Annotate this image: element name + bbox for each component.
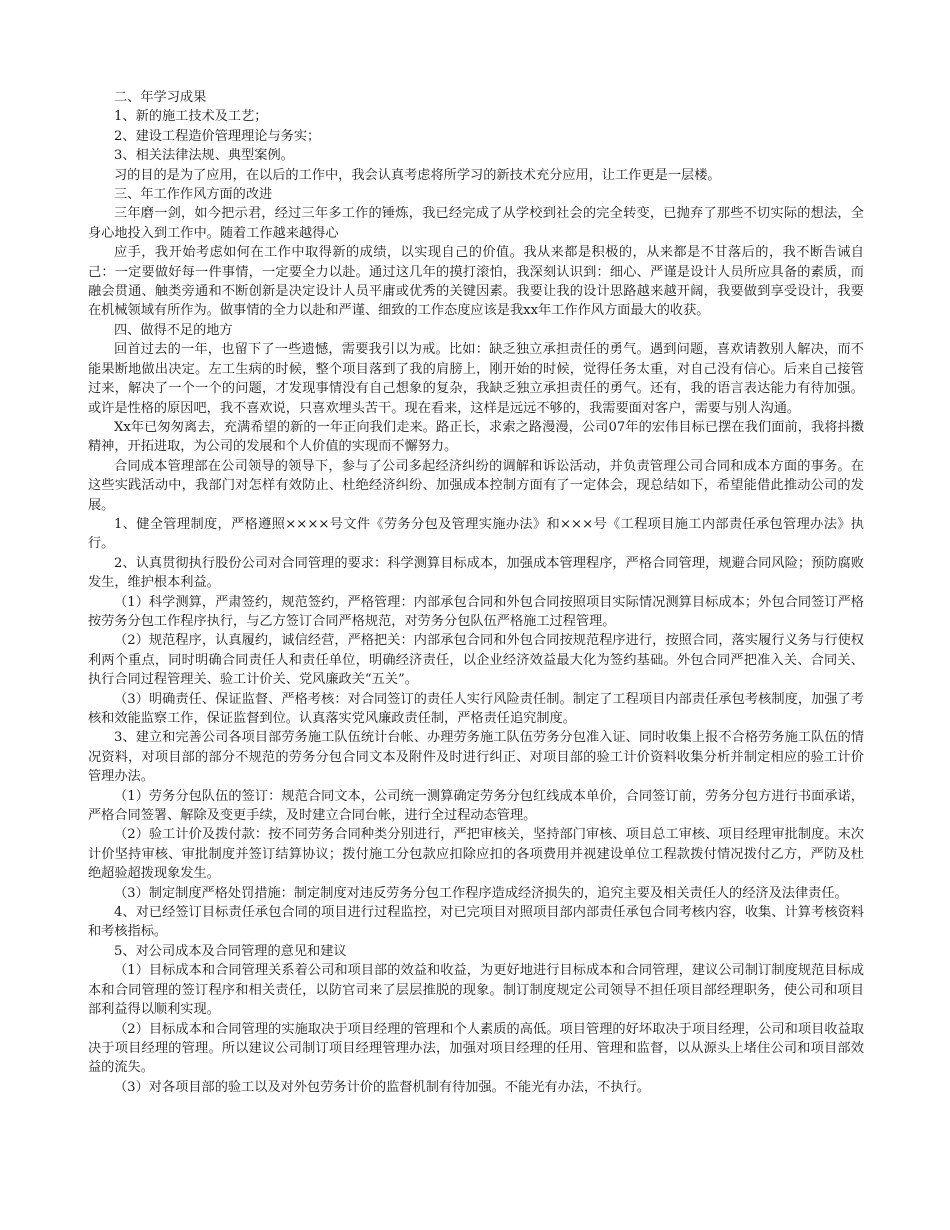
paragraph-point-2-sub-1: （1）科学测算，严肃签约，规范签约，严格管理：内部承包合同和外包合同按照项目实际情况测算目标成本；外包合同签订严格按劳务分包工作程序执行，与乙方签订合同严格规范，对劳务分包队伍严格施工过程管理。 (88, 594, 864, 629)
paragraph-point-2-sub-3: （3）明确责任、保证监督、严格考核：对合同签订的责任人实行风险责任制。制定了工程项目内部责任承包考核制度，加强了考核和效能监察工作，保证监督到位。认真落实党风廉政责任制，严格责任追究制度。 (88, 691, 864, 726)
paragraph-point-3-sub-2: （2）验工计价及拨付款：按不同劳务合同种类分别进行，严把审核关，坚持部门审核、项目总工审核、项目经理审批制度。末次计价坚持审核、审批制度并签订结算协议；拨付施工分包款应扣除应扣的各项费用并视建设单位工程款拨付情况拨付乙方，严防及杜绝超验超拨现象发生。 (88, 827, 864, 882)
paragraph-contract-dept-intro: 合同成本管理部在公司领导的领导下，参与了公司多起经济纠纷的调解和诉讼活动，并负责管理公司合同和成本方面的事务。在这些实践活动中，我部门对怎样有效防止、杜绝经济纠纷、加强成本控制方面有了一定体会，现总结如下，希望能借此推动公司的发展。 (88, 458, 864, 513)
paragraph-section-heading-2: 二、年学习成果 (114, 90, 207, 105)
paragraph-point-1: 1、健全管理制度，严格遵照××××号文件《劳务分包及管理实施办法》和×××号《工程项目施工内部责任承包管理办法》执行。 (88, 516, 864, 552)
paragraph-point-4: 4、对已经签订目标责任承包合同的项目进行过程监控，对已完项目对照项目部内部责任承包合同考核内容，收集、计算考核资料和考核指标。 (88, 905, 864, 940)
paragraph-point-2-sub-2: （2）规范程序，认真履约，诚信经营，严格把关：内部承包合同和外包合同按规范程序进行，按照合同，落实履行义务与行使权利两个重点，同时明确合同责任人和责任单位，明确经济责任，以企业经济效益最大化为签约基础。外包合同严把准入关、合同关、执行合同过程管理关、验工计价关、党风廉政关“五关”。 (88, 633, 864, 688)
paragraph-list-item-2: 2、建设工程造价管理理论与务实； (114, 128, 321, 144)
paragraph-point-5-sub-2: （2）目标成本和合同管理的实施取决于项目经理的管理和个人素质的高低。项目管理的好坏取决于项目经理，公司和项目收益取决于项目经理的管理。所以建议公司制订项目经理管理办法，加强对项目经理的任用、管理和监督，以从源头上堵住公司和项目部效益的流失。 (88, 1021, 864, 1076)
paragraph-point-3: 3、建立和完善公司各项目部劳务施工队伍统计台帐、办理劳务施工队伍劳务分包准入证、同时收集上报不合格劳务施工队伍的情况资料，对项目部的部分不规范的劳务分包合同文本及附件及时进行纠正、对项目部的验工计价资料收集分析并制定相应的验工计价管理办法。 (88, 730, 864, 785)
paragraph-point-5-sub-1: （1）目标成本和合同管理关系着公司和项目部的效益和收益，为更好地进行目标成本和合同管理，建议公司制订制度规范目标成本和合同管理的签订程序和相关责任，以防官司来了层层推脱的现象。制订制度规定公司领导不担任项目部经理职务，使公司和项目部利益得以顺利实现。 (88, 963, 864, 1018)
document-page (88, 88, 864, 1097)
paragraph-point-5: 5、对公司成本及合同管理的意见和建议 (114, 943, 347, 959)
paragraph-point-3-sub-3: （3）制定制度严格处罚措施：制定制度对违反劳务分包工作程序造成经济损失的，追究主要及相关责任人的经济及法律责任。 (114, 885, 848, 901)
paragraph-section-heading-3: 三、年工作作风方面的改进 (114, 187, 273, 203)
paragraph-three-years: 三年磨一剑，如今把示君，经过三年多工作的锤炼，我已经完成了从学校到社会的完全转变，已抛弃了那些不切实际的想法，全身心地投入到工作中。随着工作越来越得心 (88, 206, 864, 241)
paragraph-point-3-sub-1: （1）劳务分包队伍的签订：规范合同文本，公司统一测算确定劳务分包红线成本单价，合同签订前，劳务分包方进行书面承诺，严格合同签署、解除及变更手续，及时建立合同台帐，进行全过程动态管理。 (88, 788, 864, 824)
paragraph-new-year: Xx年已匆匆离去，充满希望的新的一年正向我们走来。路正长，求索之路漫漫，公司07年的宏伟目标已摆在我们面前，我将抖擞精神，开拓进取，为公司的发展和个人价值的实现而不懈努力。 (88, 419, 864, 455)
paragraph-list-item-1: 1、新的施工技术及工艺； (114, 109, 268, 125)
paragraph-shortcomings: 回首过去的一年，也留下了一些遗憾，需要我引以为戒。比如：缺乏独立承担责任的勇气。遇到问题，喜欢请教别人解决，而不能果断地做出决定。左工生病的时候，整个项目落到了我的肩膀上，刚开始的时候，觉得任务太重，对自己没有信心。后来自己接管过来，解决了一个一个的问题，才发现事情没有自己想象的复杂，我缺乏独立承担责任的勇气。还有，我的语言表达能力有待加强。或许是性格的原因吧，我不喜欢说，只喜欢埋头苦干。现在看来，这样是远远不够的，我需要面对客户，需要与别人沟通。 (88, 342, 864, 416)
paragraph-point-2: 2、认真贯彻执行股份公司对合同管理的要求：科学测算目标成本，加强成本管理程序，严格合同管理，规避合同风险；预防腐败发生，维护根本利益。 (88, 555, 864, 591)
paragraph-section-heading-4: 四、做得不足的地方 (114, 322, 233, 338)
paragraph-list-item-3: 3、相关法律法规、典型案例。 (114, 148, 294, 164)
paragraph-point-5-sub-3: （3）对各项目部的验工以及对外包劳务计价的监督机制有待加强。不能光有办法，不执行。 (114, 1079, 650, 1095)
paragraph-learning-purpose: 习的目的是为了应用，在以后的工作中，我会认真考虑将所学习的新技术充分应用，让工作更是一层楼。 (114, 167, 721, 183)
paragraph-work-style: 应手，我开始考虑如何在工作中取得新的成绩，以实现自己的价值。我从来都是积极的，从来都是不甘落后的，我不断告诫自己：一定要做好每一件事情，一定要全力以赴。通过这几年的摸打滚怕，我深刻认识到：细心、严谨是设计人员所应具备的素质，而融会贯通、触类旁通和不断创新是决定设计人员平庸或优秀的关键因素。我要让我的设计思路越来越开阔，我要做到享受设计，我要在机械领域有所作为。做事情的全力以赴和严谨、细致的工作态度应该是我xx年工作作风方面最大的收获。 (88, 245, 864, 319)
